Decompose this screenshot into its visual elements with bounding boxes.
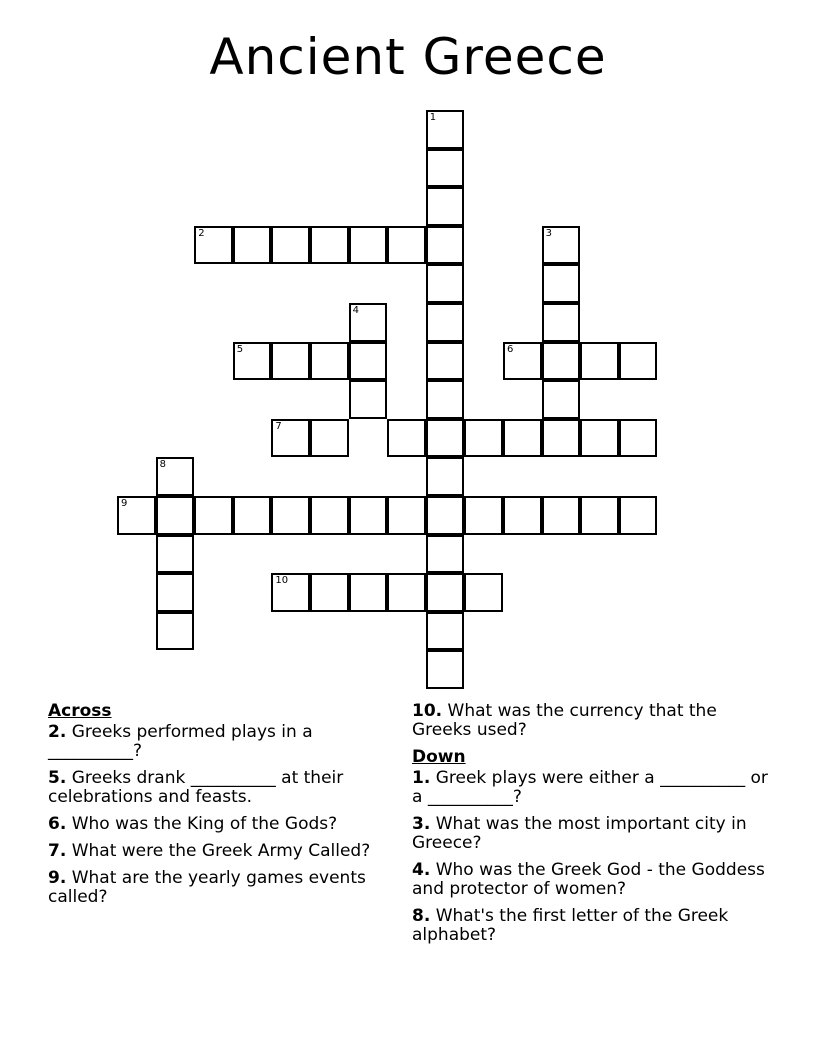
- clue-text: Greek plays were either a: [435, 768, 661, 788]
- page-title: Ancient Greece: [209, 28, 607, 86]
- clue: [48, 815, 388, 834]
- clue-number-label: 7.: [48, 841, 67, 861]
- grid-cell[interactable]: [349, 226, 388, 265]
- grid-cell[interactable]: [426, 612, 465, 651]
- clue-number: 1: [429, 112, 437, 123]
- clue-text: ?: [512, 787, 522, 807]
- grid-cell[interactable]: [542, 342, 581, 381]
- clue-number-label: 10.: [412, 701, 443, 721]
- answer-blank: __________: [427, 787, 513, 807]
- clue: [412, 815, 772, 853]
- grid-cell[interactable]: [464, 573, 503, 612]
- grid-cell[interactable]: [426, 496, 465, 535]
- grid-cell[interactable]: [310, 342, 349, 381]
- grid-cell[interactable]: [349, 496, 388, 535]
- grid-cell[interactable]: [542, 496, 581, 535]
- clue: [48, 723, 388, 761]
- grid-cell[interactable]: [387, 573, 426, 612]
- grid-cell[interactable]: [156, 612, 195, 651]
- grid-cell[interactable]: [310, 496, 349, 535]
- clue-number: 4: [352, 305, 359, 316]
- clue-text: ?: [133, 741, 143, 761]
- clue-number: 5: [236, 343, 244, 355]
- grid-cell[interactable]: [542, 303, 581, 342]
- clue: [48, 769, 388, 807]
- clues-left-column: [48, 702, 388, 915]
- clues-right-column: [412, 702, 772, 953]
- clue: [48, 869, 388, 907]
- grid-cell[interactable]: [426, 457, 465, 496]
- grid-cell[interactable]: [156, 573, 195, 612]
- clue: [412, 907, 772, 945]
- grid-cell[interactable]: [464, 419, 503, 458]
- clue-number-label: 4.: [412, 860, 431, 880]
- grid-cell[interactable]: [426, 226, 465, 265]
- grid-cell[interactable]: [619, 342, 658, 381]
- grid-cell[interactable]: [194, 226, 233, 265]
- grid-cell[interactable]: [349, 573, 388, 612]
- answer-blank: __________: [190, 768, 276, 788]
- grid-cell[interactable]: [426, 380, 465, 419]
- clue-number: 2: [198, 227, 205, 239]
- clue-text: Greeks performed plays in a: [71, 722, 313, 742]
- grid-cell[interactable]: [503, 419, 542, 458]
- clue-number: 10: [275, 575, 289, 587]
- across-clue-list-continued: [412, 702, 772, 740]
- grid-cell[interactable]: [580, 342, 619, 381]
- grid-cell[interactable]: [271, 342, 310, 381]
- clue-text: What were the Greek Army Called?: [71, 841, 371, 861]
- grid-cell[interactable]: [426, 264, 465, 303]
- clue-number: 9: [121, 498, 128, 509]
- clue-text: Greeks drank: [71, 768, 191, 788]
- clue-text: What was the currency that the Greeks used?: [412, 701, 717, 740]
- clue-text: at their celebrations and feasts.: [48, 768, 344, 807]
- clue-text: What's the first letter of the Greek alphabet?: [412, 906, 729, 945]
- grid-cell[interactable]: [580, 496, 619, 535]
- grid-cell[interactable]: [426, 110, 465, 149]
- grid-cell[interactable]: [503, 496, 542, 535]
- grid-cell[interactable]: [349, 380, 388, 419]
- down-clue-list: [412, 769, 772, 945]
- grid-cell[interactable]: [233, 342, 272, 381]
- grid-cell[interactable]: [194, 496, 233, 535]
- grid-cell[interactable]: [271, 419, 310, 458]
- grid-cell[interactable]: [426, 149, 465, 188]
- grid-cell[interactable]: [426, 535, 465, 574]
- grid-cell[interactable]: [233, 226, 272, 265]
- grid-cell[interactable]: [619, 419, 658, 458]
- grid-cell[interactable]: [426, 650, 465, 689]
- grid-cell[interactable]: [156, 496, 195, 535]
- clue-number-label: 2.: [48, 722, 67, 742]
- grid-cell[interactable]: [542, 226, 581, 265]
- clue: [48, 842, 388, 861]
- grid-cell[interactable]: [426, 342, 465, 381]
- grid-cell[interactable]: [426, 187, 465, 226]
- grid-cell[interactable]: [542, 419, 581, 458]
- clue-number-label: 1.: [412, 768, 431, 788]
- grid-cell[interactable]: [271, 496, 310, 535]
- grid-cell[interactable]: [310, 419, 349, 458]
- clue-number: 7: [275, 420, 282, 432]
- clue: [412, 702, 772, 740]
- clue-text: What was the most important city in Greece?: [412, 814, 747, 853]
- grid-cell[interactable]: [156, 535, 195, 574]
- grid-cell[interactable]: [233, 496, 272, 535]
- grid-cell[interactable]: [349, 342, 388, 381]
- grid-cell[interactable]: [426, 303, 465, 342]
- grid-cell[interactable]: [349, 303, 388, 342]
- across-heading: Across: [48, 701, 112, 721]
- clue-text: Who was the Greek God - the Goddess and protector of women?: [412, 860, 765, 899]
- clue-number-label: 6.: [48, 814, 67, 834]
- grid-cell[interactable]: [117, 496, 156, 535]
- clue: [412, 861, 772, 899]
- clue-number-label: 3.: [412, 814, 431, 834]
- grid-cell[interactable]: [271, 226, 310, 265]
- grid-cell[interactable]: [426, 419, 465, 458]
- grid-cell[interactable]: [580, 419, 619, 458]
- grid-cell[interactable]: [310, 573, 349, 612]
- grid-cell[interactable]: [387, 496, 426, 535]
- across-clue-list: [48, 723, 388, 907]
- clue-text: What are the yearly games events called?: [48, 868, 366, 907]
- clue-text: Who was the King of the Gods?: [71, 814, 338, 834]
- clue-number: 6: [507, 343, 514, 355]
- clue: [412, 769, 772, 807]
- grid-cell[interactable]: [156, 457, 195, 496]
- clue-number: 3: [545, 227, 552, 239]
- grid-cell[interactable]: [387, 226, 426, 265]
- clue-text: or a: [412, 768, 768, 807]
- down-heading: Down: [412, 747, 466, 767]
- clue-number-label: 8.: [412, 906, 431, 926]
- grid-cell[interactable]: [426, 573, 465, 612]
- grid-cell[interactable]: [542, 380, 581, 419]
- grid-cell[interactable]: [271, 573, 310, 612]
- answer-blank: __________: [48, 741, 133, 761]
- grid-cell[interactable]: [387, 419, 426, 458]
- grid-cell[interactable]: [464, 496, 503, 535]
- clue-number: 8: [159, 459, 166, 471]
- clue-number-label: 5.: [48, 768, 67, 788]
- grid-cell[interactable]: [310, 226, 349, 265]
- grid-cell[interactable]: [619, 496, 658, 535]
- answer-blank: __________: [660, 768, 746, 788]
- grid-cell[interactable]: [503, 342, 542, 381]
- clue-number-label: 9.: [48, 868, 67, 888]
- grid-cell[interactable]: [542, 264, 581, 303]
